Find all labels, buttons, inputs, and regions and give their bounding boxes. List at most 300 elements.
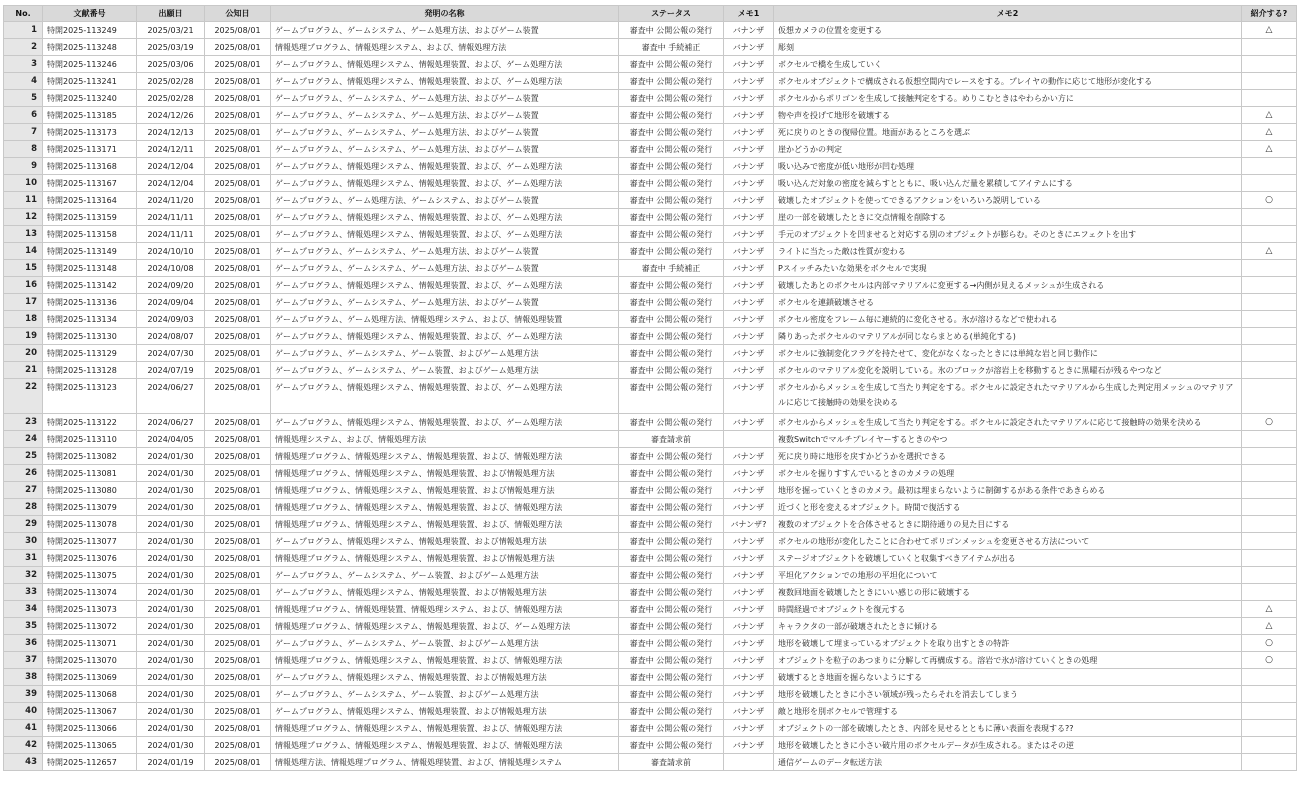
memo1-cell[interactable]: バナンザ — [724, 533, 774, 550]
status-cell[interactable]: 審査中 公開公報の発行 — [619, 703, 724, 720]
table-row[interactable] — [4, 703, 1297, 720]
title-cell[interactable]: ゲームプログラム、ゲームシステム、ゲーム装置、およびゲーム処理方法 — [271, 345, 619, 362]
memo1-cell[interactable]: バナンザ — [724, 669, 774, 686]
status-cell[interactable]: 審査中 公開公報の発行 — [619, 124, 724, 141]
row-number[interactable]: 32 — [4, 567, 43, 584]
pub-date-cell[interactable]: 2025/08/01 — [205, 533, 271, 550]
doc-number-cell[interactable]: 特開2025-113241 — [43, 73, 137, 90]
title-cell[interactable]: 情報処理方法、情報処理プログラム、情報処理装置、および、情報処理システム — [271, 754, 619, 771]
memo2-cell[interactable]: 複数のオブジェクトを合体させるときに期待通りの見た目にする — [774, 516, 1242, 533]
doc-number-cell[interactable]: 特開2025-113164 — [43, 192, 137, 209]
title-cell[interactable]: ゲームプログラム、情報処理システム、情報処理装置、および、ゲーム処理方法 — [271, 414, 619, 431]
introduce-cell[interactable] — [1242, 431, 1297, 448]
doc-number-cell[interactable]: 特開2025-113065 — [43, 737, 137, 754]
doc-number-cell[interactable]: 特開2025-113136 — [43, 294, 137, 311]
filed-date-cell[interactable]: 2024/08/07 — [137, 328, 205, 345]
status-cell[interactable]: 審査中 公開公報の発行 — [619, 56, 724, 73]
memo2-cell[interactable]: Pスイッチみたいな効果をボクセルで実現 — [774, 260, 1242, 277]
table-row[interactable] — [4, 56, 1297, 73]
introduce-cell[interactable] — [1242, 669, 1297, 686]
introduce-cell[interactable]: ○ — [1242, 414, 1297, 431]
title-cell[interactable]: ゲームプログラム、ゲームシステム、ゲーム装置、およびゲーム処理方法 — [271, 567, 619, 584]
pub-date-cell[interactable]: 2025/08/01 — [205, 720, 271, 737]
status-cell[interactable]: 審査中 公開公報の発行 — [619, 550, 724, 567]
memo2-cell[interactable]: ボクセルの地形が変化したことに合わせてポリゴンメッシュを変更させる方法について — [774, 533, 1242, 550]
table-row[interactable] — [4, 618, 1297, 635]
memo2-cell[interactable]: 地形を破壊して埋まっているオブジェクトを取り出すときの特許 — [774, 635, 1242, 652]
table-row[interactable] — [4, 482, 1297, 499]
introduce-cell[interactable] — [1242, 703, 1297, 720]
doc-number-cell[interactable]: 特開2025-113074 — [43, 584, 137, 601]
pub-date-cell[interactable]: 2025/08/01 — [205, 141, 271, 158]
introduce-cell[interactable] — [1242, 345, 1297, 362]
table-row[interactable] — [4, 73, 1297, 90]
memo1-cell[interactable]: バナンザ — [724, 601, 774, 618]
filed-date-cell[interactable]: 2024/09/04 — [137, 294, 205, 311]
status-cell[interactable]: 審査中 公開公報の発行 — [619, 277, 724, 294]
row-number[interactable]: 23 — [4, 414, 43, 431]
title-cell[interactable]: ゲームプログラム、情報処理システム、情報処理装置、および、ゲーム処理方法 — [271, 175, 619, 192]
row-number[interactable]: 10 — [4, 175, 43, 192]
memo1-cell[interactable]: バナンザ — [724, 311, 774, 328]
doc-number-cell[interactable]: 特開2025-113168 — [43, 158, 137, 175]
pub-date-cell[interactable]: 2025/08/01 — [205, 328, 271, 345]
title-cell[interactable]: ゲームプログラム、ゲーム処理方法、情報処理システム、および、情報処理装置 — [271, 311, 619, 328]
doc-number-cell[interactable]: 特開2025-113069 — [43, 669, 137, 686]
pub-date-cell[interactable]: 2025/08/01 — [205, 294, 271, 311]
row-number[interactable]: 39 — [4, 686, 43, 703]
doc-number-cell[interactable]: 特開2025-113149 — [43, 243, 137, 260]
memo2-cell[interactable]: 死に戻りのときの復帰位置。地面があるところを選ぶ — [774, 124, 1242, 141]
filed-date-cell[interactable]: 2024/01/30 — [137, 482, 205, 499]
introduce-cell[interactable] — [1242, 516, 1297, 533]
row-number[interactable]: 42 — [4, 737, 43, 754]
memo2-cell[interactable]: 敵と地形を別ボクセルで管理する — [774, 703, 1242, 720]
introduce-cell[interactable] — [1242, 465, 1297, 482]
table-row[interactable] — [4, 499, 1297, 516]
doc-number-cell[interactable]: 特開2025-113134 — [43, 311, 137, 328]
pub-date-cell[interactable]: 2025/08/01 — [205, 22, 271, 39]
table-row[interactable] — [4, 362, 1297, 379]
header-memo1[interactable]: メモ1 — [724, 6, 774, 22]
title-cell[interactable]: ゲームプログラム、ゲームシステム、ゲーム処理方法、およびゲーム装置 — [271, 22, 619, 39]
status-cell[interactable]: 審査中 公開公報の発行 — [619, 294, 724, 311]
memo1-cell[interactable]: バナンザ — [724, 703, 774, 720]
introduce-cell[interactable] — [1242, 754, 1297, 771]
memo2-cell[interactable]: ボクセルからメッシュを生成して当たり判定をする。ボクセルに設定されたマテリアルから生成した判定用メッシュのマテリアルに応じて接触時の効果を決める — [774, 379, 1242, 414]
row-number[interactable]: 33 — [4, 584, 43, 601]
title-cell[interactable]: ゲームプログラム、ゲームシステム、ゲーム処理方法、およびゲーム装置 — [271, 141, 619, 158]
table-row[interactable] — [4, 635, 1297, 652]
status-cell[interactable]: 審査中 公開公報の発行 — [619, 107, 724, 124]
status-cell[interactable]: 審査請求前 — [619, 754, 724, 771]
memo1-cell[interactable]: バナンザ — [724, 294, 774, 311]
pub-date-cell[interactable]: 2025/08/01 — [205, 516, 271, 533]
title-cell[interactable]: 情報処理プログラム、情報処理システム、情報処理装置、および、情報処理方法 — [271, 448, 619, 465]
filed-date-cell[interactable]: 2024/01/19 — [137, 754, 205, 771]
row-number[interactable]: 34 — [4, 601, 43, 618]
row-number[interactable]: 31 — [4, 550, 43, 567]
memo2-cell[interactable]: 崖の一部を破壊したときに交点情報を削除する — [774, 209, 1242, 226]
status-cell[interactable]: 審査中 公開公報の発行 — [619, 567, 724, 584]
memo2-cell[interactable]: オブジェクトを粒子のあつまりに分解して再構成する。溶岩で氷が溶けていくときの処理 — [774, 652, 1242, 669]
row-number[interactable]: 29 — [4, 516, 43, 533]
pub-date-cell[interactable]: 2025/08/01 — [205, 618, 271, 635]
filed-date-cell[interactable]: 2024/10/08 — [137, 260, 205, 277]
status-cell[interactable]: 審査中 公開公報の発行 — [619, 328, 724, 345]
memo1-cell[interactable]: バナンザ — [724, 90, 774, 107]
introduce-cell[interactable] — [1242, 56, 1297, 73]
introduce-cell[interactable] — [1242, 499, 1297, 516]
introduce-cell[interactable] — [1242, 448, 1297, 465]
filed-date-cell[interactable]: 2024/11/11 — [137, 209, 205, 226]
memo1-cell[interactable]: バナンザ — [724, 362, 774, 379]
table-row[interactable] — [4, 533, 1297, 550]
row-number[interactable]: 24 — [4, 431, 43, 448]
pub-date-cell[interactable]: 2025/08/01 — [205, 482, 271, 499]
memo1-cell[interactable]: バナンザ — [724, 328, 774, 345]
introduce-cell[interactable]: ○ — [1242, 652, 1297, 669]
memo1-cell[interactable] — [724, 431, 774, 448]
header-doc-number[interactable]: 文献番号 — [43, 6, 137, 22]
status-cell[interactable]: 審査中 公開公報の発行 — [619, 448, 724, 465]
pub-date-cell[interactable]: 2025/08/01 — [205, 465, 271, 482]
memo2-cell[interactable]: 死に戻り時に地形を戻すかどうかを選択できる — [774, 448, 1242, 465]
row-number[interactable]: 2 — [4, 39, 43, 56]
table-row[interactable] — [4, 277, 1297, 294]
introduce-cell[interactable]: △ — [1242, 22, 1297, 39]
title-cell[interactable]: ゲームプログラム、ゲームシステム、ゲーム処理方法、およびゲーム装置 — [271, 243, 619, 260]
memo2-cell[interactable]: 地形を掘っていくときのカメラ。最初は埋まらないように制御するがある条件であきらめる — [774, 482, 1242, 499]
title-cell[interactable]: 情報処理プログラム、情報処理システム、情報処理装置、および、ゲーム処理方法 — [271, 618, 619, 635]
row-number[interactable]: 43 — [4, 754, 43, 771]
table-row[interactable] — [4, 550, 1297, 567]
table-row[interactable] — [4, 754, 1297, 771]
memo2-cell[interactable]: 平坦化アクションでの地形の平坦化について — [774, 567, 1242, 584]
row-number[interactable]: 21 — [4, 362, 43, 379]
memo2-cell[interactable]: ボクセルを掘りすすんでいるときのカメラの処理 — [774, 465, 1242, 482]
filed-date-cell[interactable]: 2025/03/19 — [137, 39, 205, 56]
table-row[interactable] — [4, 39, 1297, 56]
introduce-cell[interactable]: △ — [1242, 107, 1297, 124]
filed-date-cell[interactable]: 2024/01/30 — [137, 737, 205, 754]
memo2-cell[interactable]: 通信ゲームのデータ転送方法 — [774, 754, 1242, 771]
title-cell[interactable]: ゲームプログラム、ゲームシステム、ゲーム処理方法、およびゲーム装置 — [271, 294, 619, 311]
row-number[interactable]: 12 — [4, 209, 43, 226]
table-row[interactable] — [4, 652, 1297, 669]
doc-number-cell[interactable]: 特開2025-113159 — [43, 209, 137, 226]
table-row[interactable] — [4, 669, 1297, 686]
title-cell[interactable]: ゲームプログラム、情報処理システム、情報処理装置、および、ゲーム処理方法 — [271, 73, 619, 90]
filed-date-cell[interactable]: 2024/12/04 — [137, 175, 205, 192]
memo2-cell[interactable]: 崖かどうかの判定 — [774, 141, 1242, 158]
memo2-cell[interactable]: ボクセルを連鎖破壊させる — [774, 294, 1242, 311]
filed-date-cell[interactable]: 2024/01/30 — [137, 601, 205, 618]
filed-date-cell[interactable]: 2024/01/30 — [137, 448, 205, 465]
doc-number-cell[interactable]: 特開2025-113110 — [43, 431, 137, 448]
title-cell[interactable]: ゲームプログラム、情報処理システム、情報処理装置、および、ゲーム処理方法 — [271, 56, 619, 73]
row-number[interactable]: 17 — [4, 294, 43, 311]
title-cell[interactable]: ゲームプログラム、情報処理システム、情報処理装置、および、ゲーム処理方法 — [271, 209, 619, 226]
memo2-cell[interactable]: 破壊したオブジェクトを使ってできるアクションをいろいろ説明している — [774, 192, 1242, 209]
status-cell[interactable]: 審査中 手続補正 — [619, 39, 724, 56]
memo1-cell[interactable]: バナンザ — [724, 465, 774, 482]
title-cell[interactable]: ゲームプログラム、ゲームシステム、ゲーム処理方法、およびゲーム装置 — [271, 260, 619, 277]
status-cell[interactable]: 審査中 公開公報の発行 — [619, 362, 724, 379]
filed-date-cell[interactable]: 2024/04/05 — [137, 431, 205, 448]
memo1-cell[interactable]: バナンザ — [724, 22, 774, 39]
pub-date-cell[interactable]: 2025/08/01 — [205, 243, 271, 260]
pub-date-cell[interactable]: 2025/08/01 — [205, 192, 271, 209]
filed-date-cell[interactable]: 2024/12/04 — [137, 158, 205, 175]
row-number[interactable]: 9 — [4, 158, 43, 175]
introduce-cell[interactable] — [1242, 567, 1297, 584]
introduce-cell[interactable] — [1242, 175, 1297, 192]
introduce-cell[interactable] — [1242, 379, 1297, 414]
pub-date-cell[interactable]: 2025/08/01 — [205, 550, 271, 567]
filed-date-cell[interactable]: 2024/12/13 — [137, 124, 205, 141]
header-no[interactable]: No. — [4, 6, 43, 22]
table-row[interactable] — [4, 601, 1297, 618]
introduce-cell[interactable] — [1242, 533, 1297, 550]
filed-date-cell[interactable]: 2025/02/28 — [137, 73, 205, 90]
status-cell[interactable]: 審査請求前 — [619, 431, 724, 448]
table-row[interactable] — [4, 584, 1297, 601]
table-row[interactable] — [4, 516, 1297, 533]
doc-number-cell[interactable]: 特開2025-113080 — [43, 482, 137, 499]
memo1-cell[interactable]: バナンザ — [724, 379, 774, 414]
table-row[interactable] — [4, 311, 1297, 328]
doc-number-cell[interactable]: 特開2025-113082 — [43, 448, 137, 465]
table-row[interactable] — [4, 226, 1297, 243]
title-cell[interactable]: ゲームプログラム、情報処理システム、情報処理装置、および、ゲーム処理方法 — [271, 379, 619, 414]
pub-date-cell[interactable]: 2025/08/01 — [205, 362, 271, 379]
status-cell[interactable]: 審査中 公開公報の発行 — [619, 73, 724, 90]
memo1-cell[interactable]: バナンザ — [724, 635, 774, 652]
doc-number-cell[interactable]: 特開2025-113077 — [43, 533, 137, 550]
title-cell[interactable]: ゲームプログラム、ゲームシステム、ゲーム処理方法、およびゲーム装置 — [271, 107, 619, 124]
row-number[interactable]: 37 — [4, 652, 43, 669]
row-number[interactable]: 14 — [4, 243, 43, 260]
pub-date-cell[interactable]: 2025/08/01 — [205, 635, 271, 652]
memo1-cell[interactable]: バナンザ — [724, 618, 774, 635]
memo1-cell[interactable]: バナンザ — [724, 73, 774, 90]
memo1-cell[interactable]: バナンザ — [724, 584, 774, 601]
header-memo2[interactable]: メモ2 — [774, 6, 1242, 22]
memo1-cell[interactable]: バナンザ — [724, 448, 774, 465]
header-title[interactable]: 発明の名称 — [271, 6, 619, 22]
memo2-cell[interactable]: 破壊したあとのボクセルは内部マテリアルに変更する→内側が見えるメッシュが生成される — [774, 277, 1242, 294]
introduce-cell[interactable]: △ — [1242, 141, 1297, 158]
introduce-cell[interactable]: ○ — [1242, 635, 1297, 652]
memo2-cell[interactable]: 彫刻 — [774, 39, 1242, 56]
pub-date-cell[interactable]: 2025/08/01 — [205, 737, 271, 754]
pub-date-cell[interactable]: 2025/08/01 — [205, 345, 271, 362]
doc-number-cell[interactable]: 特開2025-113122 — [43, 414, 137, 431]
memo2-cell[interactable]: 仮想カメラの位置を変更する — [774, 22, 1242, 39]
doc-number-cell[interactable]: 特開2025-113070 — [43, 652, 137, 669]
doc-number-cell[interactable]: 特開2025-113246 — [43, 56, 137, 73]
status-cell[interactable]: 審査中 公開公報の発行 — [619, 482, 724, 499]
title-cell[interactable]: ゲームプログラム、情報処理システム、情報処理装置、および、ゲーム処理方法 — [271, 328, 619, 345]
row-number[interactable]: 5 — [4, 90, 43, 107]
table-row[interactable] — [4, 90, 1297, 107]
introduce-cell[interactable] — [1242, 260, 1297, 277]
memo1-cell[interactable]: バナンザ — [724, 141, 774, 158]
filed-date-cell[interactable]: 2024/01/30 — [137, 584, 205, 601]
memo1-cell[interactable]: バナンザ — [724, 260, 774, 277]
row-number[interactable]: 20 — [4, 345, 43, 362]
introduce-cell[interactable] — [1242, 550, 1297, 567]
memo2-cell[interactable]: 手元のオブジェクトを凹ませると対応する別のオブジェクトが膨らむ。そのときにエフェクトを出す — [774, 226, 1242, 243]
doc-number-cell[interactable]: 特開2025-113167 — [43, 175, 137, 192]
row-number[interactable]: 6 — [4, 107, 43, 124]
title-cell[interactable]: ゲームプログラム、ゲームシステム、ゲーム装置、およびゲーム処理方法 — [271, 362, 619, 379]
doc-number-cell[interactable]: 特開2025-112657 — [43, 754, 137, 771]
status-cell[interactable]: 審査中 手続補正 — [619, 260, 724, 277]
status-cell[interactable]: 審査中 公開公報の発行 — [619, 22, 724, 39]
title-cell[interactable]: 情報処理プログラム、情報処理システム、情報処理装置、および情報処理方法 — [271, 465, 619, 482]
doc-number-cell[interactable]: 特開2025-113071 — [43, 635, 137, 652]
memo2-cell[interactable]: 地形を破壊したときに小さい領域が残ったらそれを消去してしまう — [774, 686, 1242, 703]
pub-date-cell[interactable]: 2025/08/01 — [205, 90, 271, 107]
memo2-cell[interactable]: 時間経過でオブジェクトを復元する — [774, 601, 1242, 618]
pub-date-cell[interactable]: 2025/08/01 — [205, 584, 271, 601]
filed-date-cell[interactable]: 2024/01/30 — [137, 669, 205, 686]
row-number[interactable]: 11 — [4, 192, 43, 209]
filed-date-cell[interactable]: 2024/01/30 — [137, 499, 205, 516]
status-cell[interactable]: 審査中 公開公報の発行 — [619, 652, 724, 669]
title-cell[interactable]: ゲームプログラム、ゲームシステム、ゲーム処理方法、およびゲーム装置 — [271, 90, 619, 107]
filed-date-cell[interactable]: 2024/01/30 — [137, 550, 205, 567]
pub-date-cell[interactable]: 2025/08/01 — [205, 414, 271, 431]
filed-date-cell[interactable]: 2024/07/19 — [137, 362, 205, 379]
filed-date-cell[interactable]: 2024/09/20 — [137, 277, 205, 294]
title-cell[interactable]: ゲームプログラム、ゲームシステム、ゲーム装置、およびゲーム処理方法 — [271, 686, 619, 703]
introduce-cell[interactable] — [1242, 362, 1297, 379]
status-cell[interactable]: 審査中 公開公報の発行 — [619, 533, 724, 550]
filed-date-cell[interactable]: 2024/07/30 — [137, 345, 205, 362]
memo1-cell[interactable]: バナンザ — [724, 345, 774, 362]
doc-number-cell[interactable]: 特開2025-113130 — [43, 328, 137, 345]
filed-date-cell[interactable]: 2024/01/30 — [137, 652, 205, 669]
table-row[interactable] — [4, 567, 1297, 584]
title-cell[interactable]: 情報処理プログラム、情報処理システム、情報処理装置、および、情報処理方法 — [271, 652, 619, 669]
memo2-cell[interactable]: ボクセル密度をフレーム毎に連続的に変化させる。氷が溶けるなどで使われる — [774, 311, 1242, 328]
memo2-cell[interactable]: 地形を破壊したときに小さい破片用のボクセルデータが生成される。またはその逆 — [774, 737, 1242, 754]
memo2-cell[interactable]: 複数回地面を破壊したときにいい感じの形に破壊する — [774, 584, 1242, 601]
status-cell[interactable]: 審査中 公開公報の発行 — [619, 584, 724, 601]
memo1-cell[interactable]: バナンザ — [724, 737, 774, 754]
table-row[interactable] — [4, 448, 1297, 465]
filed-date-cell[interactable]: 2024/01/30 — [137, 465, 205, 482]
memo2-cell[interactable]: オブジェクトの一部を破壊したとき、内部を見せるとともに薄い表面を表現する?? — [774, 720, 1242, 737]
status-cell[interactable]: 審査中 公開公報の発行 — [619, 158, 724, 175]
memo1-cell[interactable]: バナンザ — [724, 277, 774, 294]
table-row[interactable] — [4, 209, 1297, 226]
memo1-cell[interactable] — [724, 754, 774, 771]
doc-number-cell[interactable]: 特開2025-113158 — [43, 226, 137, 243]
memo1-cell[interactable]: バナンザ — [724, 226, 774, 243]
memo1-cell[interactable]: バナンザ — [724, 720, 774, 737]
status-cell[interactable]: 審査中 公開公報の発行 — [619, 669, 724, 686]
title-cell[interactable]: 情報処理プログラム、情報処理システム、情報処理装置、および情報処理方法 — [271, 550, 619, 567]
memo2-cell[interactable]: 隣りあったボクセルのマテリアルが同じならまとめる(単純化する) — [774, 328, 1242, 345]
memo2-cell[interactable]: ボクセルのマテリアル変化を説明している。氷のブロックが溶岩上を移動するときに黒曜石が残るやつなど — [774, 362, 1242, 379]
doc-number-cell[interactable]: 特開2025-113068 — [43, 686, 137, 703]
doc-number-cell[interactable]: 特開2025-113171 — [43, 141, 137, 158]
introduce-cell[interactable]: △ — [1242, 243, 1297, 260]
memo1-cell[interactable]: バナンザ — [724, 209, 774, 226]
pub-date-cell[interactable]: 2025/08/01 — [205, 379, 271, 414]
pub-date-cell[interactable]: 2025/08/01 — [205, 601, 271, 618]
pub-date-cell[interactable]: 2025/08/01 — [205, 124, 271, 141]
doc-number-cell[interactable]: 特開2025-113072 — [43, 618, 137, 635]
title-cell[interactable]: ゲームプログラム、情報処理システム、情報処理装置、および、ゲーム処理方法 — [271, 226, 619, 243]
memo1-cell[interactable]: バナンザ — [724, 550, 774, 567]
header-pub-date[interactable]: 公知日 — [205, 6, 271, 22]
doc-number-cell[interactable]: 特開2025-113142 — [43, 277, 137, 294]
introduce-cell[interactable] — [1242, 686, 1297, 703]
title-cell[interactable]: ゲームプログラム、情報処理システム、情報処理装置、および情報処理方法 — [271, 669, 619, 686]
row-number[interactable]: 8 — [4, 141, 43, 158]
filed-date-cell[interactable]: 2024/12/11 — [137, 141, 205, 158]
table-row[interactable] — [4, 107, 1297, 124]
status-cell[interactable]: 審査中 公開公報の発行 — [619, 686, 724, 703]
table-row[interactable] — [4, 124, 1297, 141]
table-row[interactable] — [4, 328, 1297, 345]
table-row[interactable] — [4, 243, 1297, 260]
title-cell[interactable]: 情報処理プログラム、情報処理システム、情報処理装置、および、情報処理方法 — [271, 737, 619, 754]
memo1-cell[interactable]: バナンザ — [724, 192, 774, 209]
introduce-cell[interactable]: △ — [1242, 124, 1297, 141]
row-number[interactable]: 13 — [4, 226, 43, 243]
memo1-cell[interactable]: バナンザ — [724, 158, 774, 175]
introduce-cell[interactable] — [1242, 737, 1297, 754]
doc-number-cell[interactable]: 特開2025-113249 — [43, 22, 137, 39]
pub-date-cell[interactable]: 2025/08/01 — [205, 39, 271, 56]
doc-number-cell[interactable]: 特開2025-113123 — [43, 379, 137, 414]
title-cell[interactable]: 情報処理プログラム、情報処理システム、情報処理装置、および、情報処理方法 — [271, 720, 619, 737]
introduce-cell[interactable] — [1242, 158, 1297, 175]
doc-number-cell[interactable]: 特開2025-113081 — [43, 465, 137, 482]
filed-date-cell[interactable]: 2024/01/30 — [137, 686, 205, 703]
filed-date-cell[interactable]: 2025/02/28 — [137, 90, 205, 107]
status-cell[interactable]: 審査中 公開公報の発行 — [619, 737, 724, 754]
status-cell[interactable]: 審査中 公開公報の発行 — [619, 720, 724, 737]
introduce-cell[interactable] — [1242, 311, 1297, 328]
pub-date-cell[interactable]: 2025/08/01 — [205, 311, 271, 328]
introduce-cell[interactable] — [1242, 39, 1297, 56]
status-cell[interactable]: 審査中 公開公報の発行 — [619, 635, 724, 652]
memo1-cell[interactable]: バナンザ — [724, 175, 774, 192]
doc-number-cell[interactable]: 特開2025-113148 — [43, 260, 137, 277]
memo1-cell[interactable]: バナンザ — [724, 482, 774, 499]
filed-date-cell[interactable]: 2024/10/10 — [137, 243, 205, 260]
doc-number-cell[interactable]: 特開2025-113079 — [43, 499, 137, 516]
title-cell[interactable]: ゲームプログラム、情報処理システム、情報処理装置、および情報処理方法 — [271, 533, 619, 550]
status-cell[interactable]: 審査中 公開公報の発行 — [619, 414, 724, 431]
title-cell[interactable]: 情報処理システム、および、情報処理方法 — [271, 431, 619, 448]
filed-date-cell[interactable]: 2024/06/27 — [137, 414, 205, 431]
pub-date-cell[interactable]: 2025/08/01 — [205, 260, 271, 277]
filed-date-cell[interactable]: 2024/01/30 — [137, 720, 205, 737]
memo2-cell[interactable]: キャラクタの一部が破壊されたときに傾ける — [774, 618, 1242, 635]
row-number[interactable]: 28 — [4, 499, 43, 516]
doc-number-cell[interactable]: 特開2025-113066 — [43, 720, 137, 737]
pub-date-cell[interactable]: 2025/08/01 — [205, 107, 271, 124]
table-row[interactable] — [4, 158, 1297, 175]
